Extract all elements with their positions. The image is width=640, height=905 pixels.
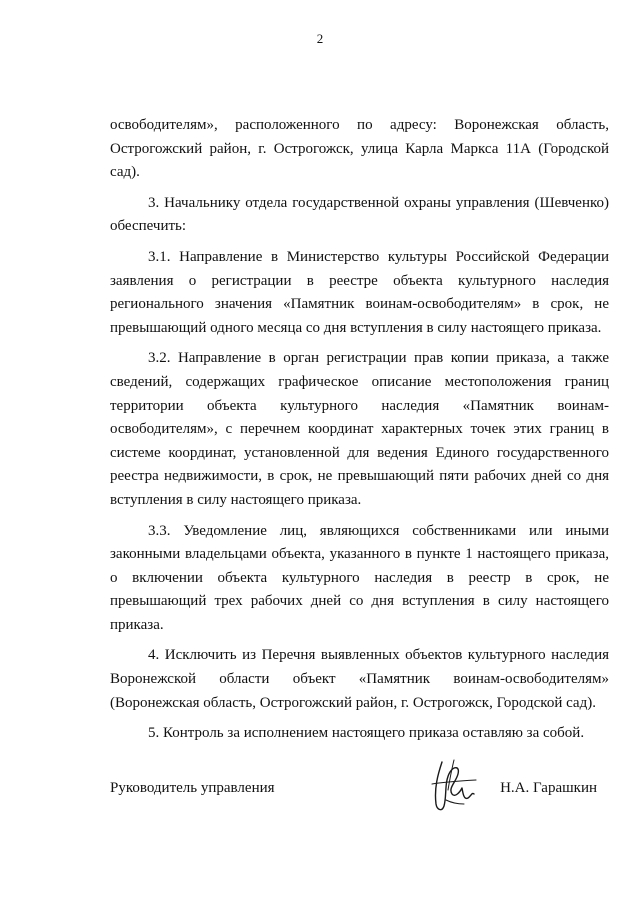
paragraph-item-4: 4. Исключить из Перечня выявленных объектов культурного наследия Воронежской области объект «Памятник воинам-освободителям» (Воронежская область, Острогожский район, г. Острогожск, Городской сад).	[110, 647, 609, 711]
paragraph-address-continuation: освободителям», расположенного по адресу: Воронежская область, Острогожский район, г. Острогожск, улица Карла Маркса 11А (Городской сад).	[110, 117, 609, 181]
signatory-title: Руководитель управления	[110, 780, 275, 796]
document-body	[110, 114, 609, 753]
paragraph-item-3: 3. Начальнику отдела государственной охраны управления (Шевченко) обеспечить:	[110, 194, 609, 235]
paragraph-item-3-1: 3.1. Направление в Министерство культуры Российской Федерации заявления о регистрации в реестре объекта культурного наследия регионального значения «Памятник воинам-освободителям» в срок, не превышающий одного месяца со дня вступления в силу настоящего приказа.	[110, 248, 609, 336]
paragraph-item-3-3: 3.3. Уведомление лиц, являющихся собственниками или иными законными владельцами объекта, указанного в пункте 1 настоящего приказа, о включении объекта культурного наследия в реестр в срок, не превышающий трех рабочих дней со дня вступления в силу настоящего приказа.	[110, 522, 609, 633]
paragraph-item-3-2: 3.2. Направление в орган регистрации прав копии приказа, а также сведений, содержащих графическое описание местоположения границ территории объекта культурного наследия «Памятник воинам-освободителям», с перечнем координат характерных точек этих границ в системе координат, установленной для ведения Единого государственного реестра недвижимости, в срок, не превышающий пяти рабочих дней со дня вступления в силу настоящего приказа.	[110, 350, 609, 508]
paragraph-item-5: 5. Контроль за исполнением настоящего приказа оставляю за собой.	[148, 725, 585, 742]
handwritten-signature-icon	[428, 754, 480, 818]
signature-block	[110, 774, 609, 834]
page-number: 2	[316, 31, 324, 46]
signatory-name: Н.А. Гарашкин	[500, 780, 597, 796]
